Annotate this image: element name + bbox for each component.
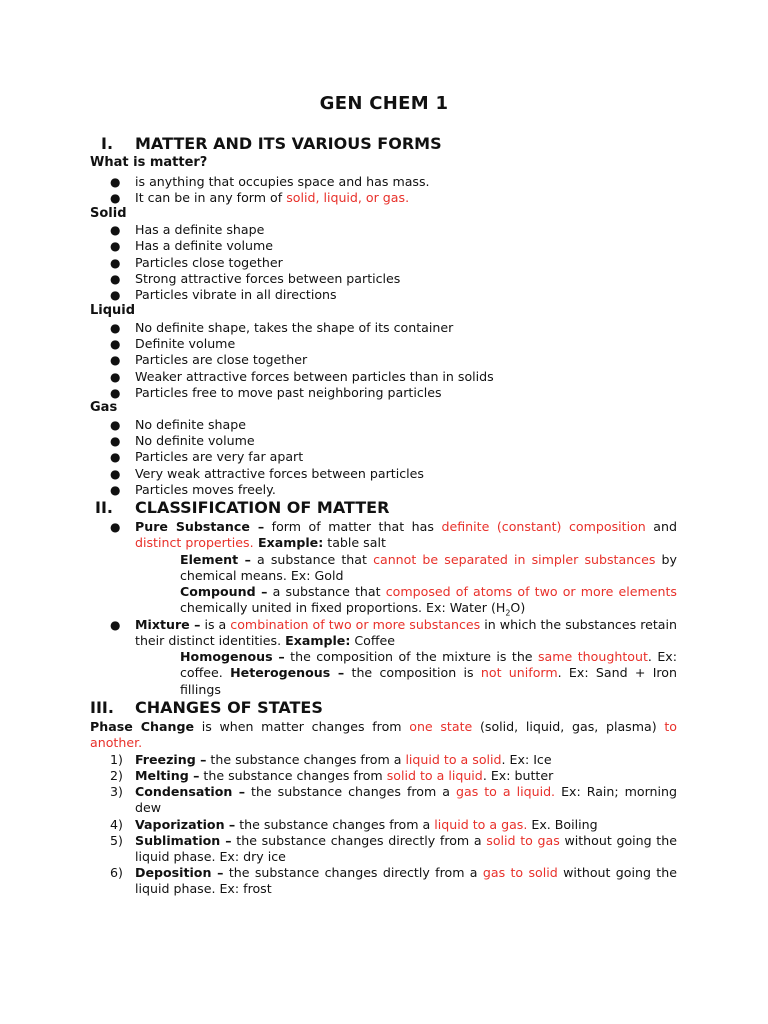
bullet-icon: ●	[110, 223, 121, 237]
change-item-vaporization: Vaporization – the substance changes from a liquid to a gas. Ex. Boiling	[135, 817, 598, 832]
bullet-icon: ●	[110, 256, 121, 270]
gas-item: Particles are very far apart	[135, 449, 304, 464]
bullet-icon: ●	[110, 520, 121, 534]
solid-item: Has a definite volume	[135, 238, 273, 253]
section-1-number: I.	[101, 134, 114, 153]
bullet-icon: ●	[110, 418, 121, 432]
liquid-item: Particles are close together	[135, 352, 308, 367]
list-number: 2)	[110, 768, 123, 783]
solid-item: Particles close together	[135, 255, 283, 270]
bullet-icon: ●	[110, 272, 121, 286]
change-item-deposition: Deposition – the substance changes directly from a gas to solid without going the liquid phase. Ex: frost	[135, 865, 677, 897]
homogenous-text: Homogenous – the composition of the mixture is the same thoughtout. Ex: coffee. Heterogenous – the composition is not uniform. Ex: Sand + Iron fillings	[180, 649, 677, 697]
bullet-icon: ●	[110, 483, 121, 497]
gas-heading: Gas	[90, 400, 118, 415]
change-item-sublimation: Sublimation – the substance changes directly from a solid to gas without going the liquid phase. Ex: dry ice	[135, 833, 677, 865]
bullet-icon: ●	[110, 337, 121, 351]
list-number: 1)	[110, 752, 123, 767]
liquid-item: Definite volume	[135, 336, 236, 351]
bullet-icon: ●	[110, 321, 121, 335]
what-is-matter-heading: What is matter?	[90, 155, 208, 170]
bullet-icon: ●	[110, 618, 121, 632]
list-number: 3)	[110, 784, 123, 799]
section-2-number: II.	[95, 498, 113, 517]
pure-substance-text: Pure Substance – form of matter that has definite (constant) composition and distinct properties. Example: table salt	[135, 519, 677, 551]
liquid-item: Particles free to move past neighboring particles	[135, 385, 442, 400]
compound-text: Compound – a substance that composed of atoms of two or more elements chemically united in fixed proportions. Ex: Water $(H_2O)$	[180, 584, 677, 618]
bullet-icon: ●	[110, 386, 121, 400]
list-number: 6)	[110, 865, 123, 880]
section-3-number: III.	[90, 698, 114, 717]
section-2-title: CLASSIFICATION OF MATTER	[135, 498, 390, 517]
list-number: 4)	[110, 817, 123, 832]
document-title: GEN CHEM 1	[319, 93, 449, 114]
change-item-melting: Melting – the substance changes from solid to a liquid. Ex: butter	[135, 768, 554, 783]
phase-change-text: Phase Change is when matter changes from one state (solid, liquid, gas, plasma) to another.	[90, 719, 677, 751]
bullet-icon: ●	[110, 450, 121, 464]
bullet-icon: ●	[110, 467, 121, 481]
gas-item: Particles moves freely.	[135, 482, 276, 497]
bullet-icon: ●	[110, 288, 121, 302]
bullet-icon: ●	[110, 239, 121, 253]
list-number: 5)	[110, 833, 123, 848]
gas-item: No definite volume	[135, 433, 255, 448]
bullet-icon: ●	[110, 434, 121, 448]
mixture-text: Mixture – is a combination of two or more substances in which the substances retain their distinct identities. Example: Coffee	[135, 617, 677, 649]
solid-heading: Solid	[90, 206, 127, 221]
element-text: Element – a substance that cannot be separated in simpler substances by chemical means. Ex: Gold	[180, 552, 677, 584]
change-item-freezing: Freezing – the substance changes from a liquid to a solid. Ex: Ice	[135, 752, 552, 767]
change-item-condensation: Condensation – the substance changes from a gas to a liquid. Ex: Rain; morning dew	[135, 784, 678, 816]
liquid-item: No definite shape, takes the shape of its container	[135, 320, 454, 335]
matter-forms: It can be in any form of solid, liquid, or gas.	[135, 190, 410, 205]
gas-item: Very weak attractive forces between particles	[135, 466, 424, 481]
bullet-icon: ●	[110, 175, 121, 189]
solid-item: Particles vibrate in all directions	[135, 287, 337, 302]
bullet-icon: ●	[110, 353, 121, 367]
section-1-title: MATTER AND ITS VARIOUS FORMS	[135, 134, 442, 153]
matter-definition: is anything that occupies space and has mass.	[135, 174, 430, 189]
gas-item: No definite shape	[135, 417, 246, 432]
solid-item: Strong attractive forces between particles	[135, 271, 401, 286]
bullet-icon: ●	[110, 370, 121, 384]
section-3-title: CHANGES OF STATES	[135, 698, 323, 717]
liquid-heading: Liquid	[90, 303, 136, 318]
liquid-item: Weaker attractive forces between particles than in solids	[135, 369, 494, 384]
bullet-icon: ●	[110, 191, 121, 205]
solid-item: Has a definite shape	[135, 222, 265, 237]
